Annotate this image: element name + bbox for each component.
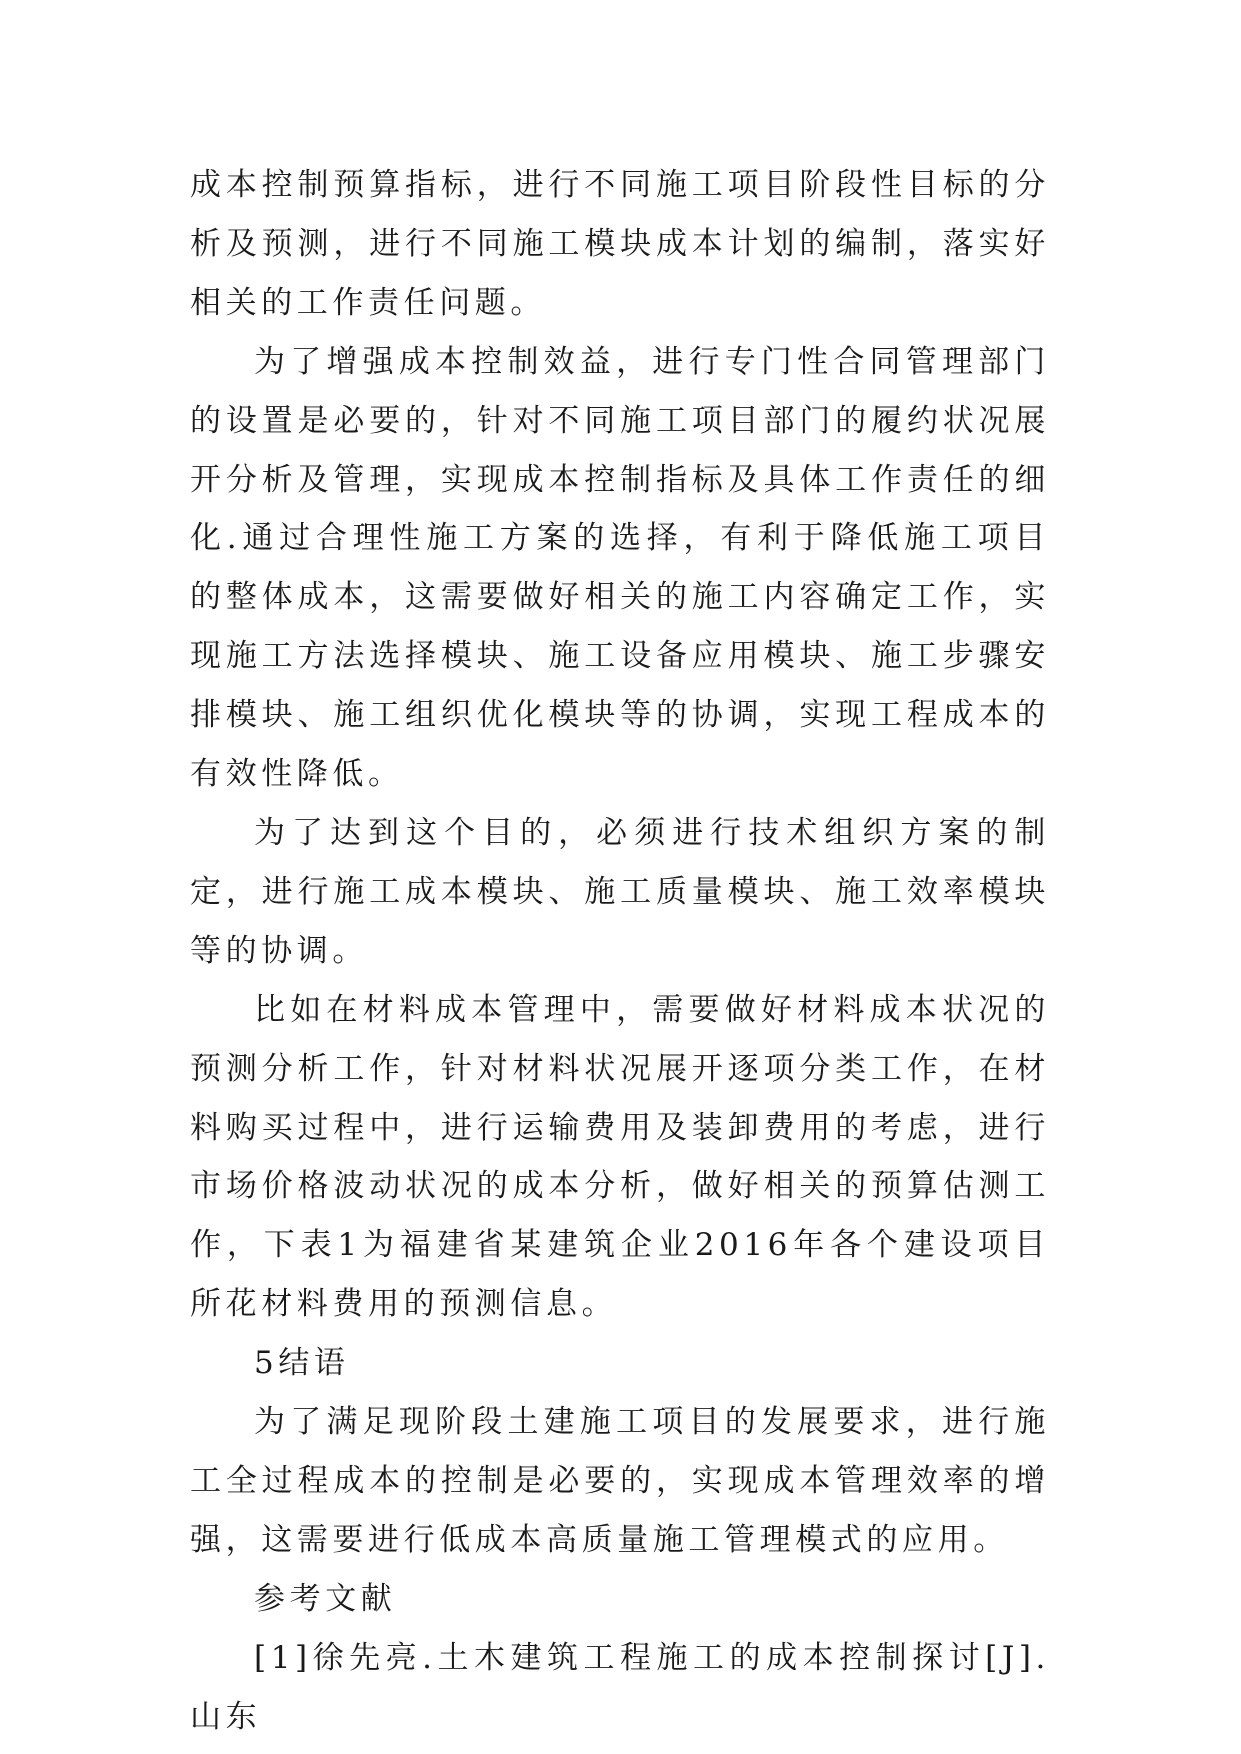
section-heading-conclusion: 5结语 [254, 1345, 350, 1382]
paragraph-technical-plan: 为了达到这个目的，必须进行技术组织方案的制定，进行施工成本模块、施工质量模块、施工效率模块等的协调。 [190, 814, 1050, 969]
paragraph-conclusion: 为了满足现阶段土建施工项目的发展要求，进行施工全过程成本的控制是必要的，实现成本管理效率的增强，这需要进行低成本高质量施工管理模式的应用。 [190, 1404, 1050, 1558]
paragraph-material-cost: 比如在材料成本管理中，需要做好材料成本状况的预测分析工作，针对材料状况展开逐项分类工作，在材料购买过程中，进行运输费用及装卸费用的考虑，进行市场价格波动状况的成本分析，做好相关的预算估测工作，下表1为福建省某建筑企业2016年各个建设项目所花材料费用的预测信息。 [190, 991, 1050, 1323]
reference-item-1: [1]徐先亮.土木建筑工程施工的成本控制探讨[J].山东 [190, 1639, 1050, 1735]
body-text [190, 156, 1050, 1746]
paragraph-cost-indicators: 成本控制预算指标，进行不同施工项目阶段性目标的分析及预测，进行不同施工模块成本计划的编制，落实好相关的工作责任问题。 [190, 167, 1050, 321]
references-heading: 参考文献 [254, 1580, 397, 1617]
paragraph-contract-management: 为了增强成本控制效益，进行专门性合同管理部门的设置是必要的，针对不同施工项目部门的履约状况展开分析及管理，实现成本控制指标及具体工作责任的细化.通过合理性施工方案的选择，有利于降低施工项目的整体成本，这需要做好相关的施工内容确定工作，实现施工方法选择模块、施工设备应用模块、施工步骤安排模块、施工组织优化模块等的协调，实现工程成本的有效性降低。 [190, 343, 1050, 793]
